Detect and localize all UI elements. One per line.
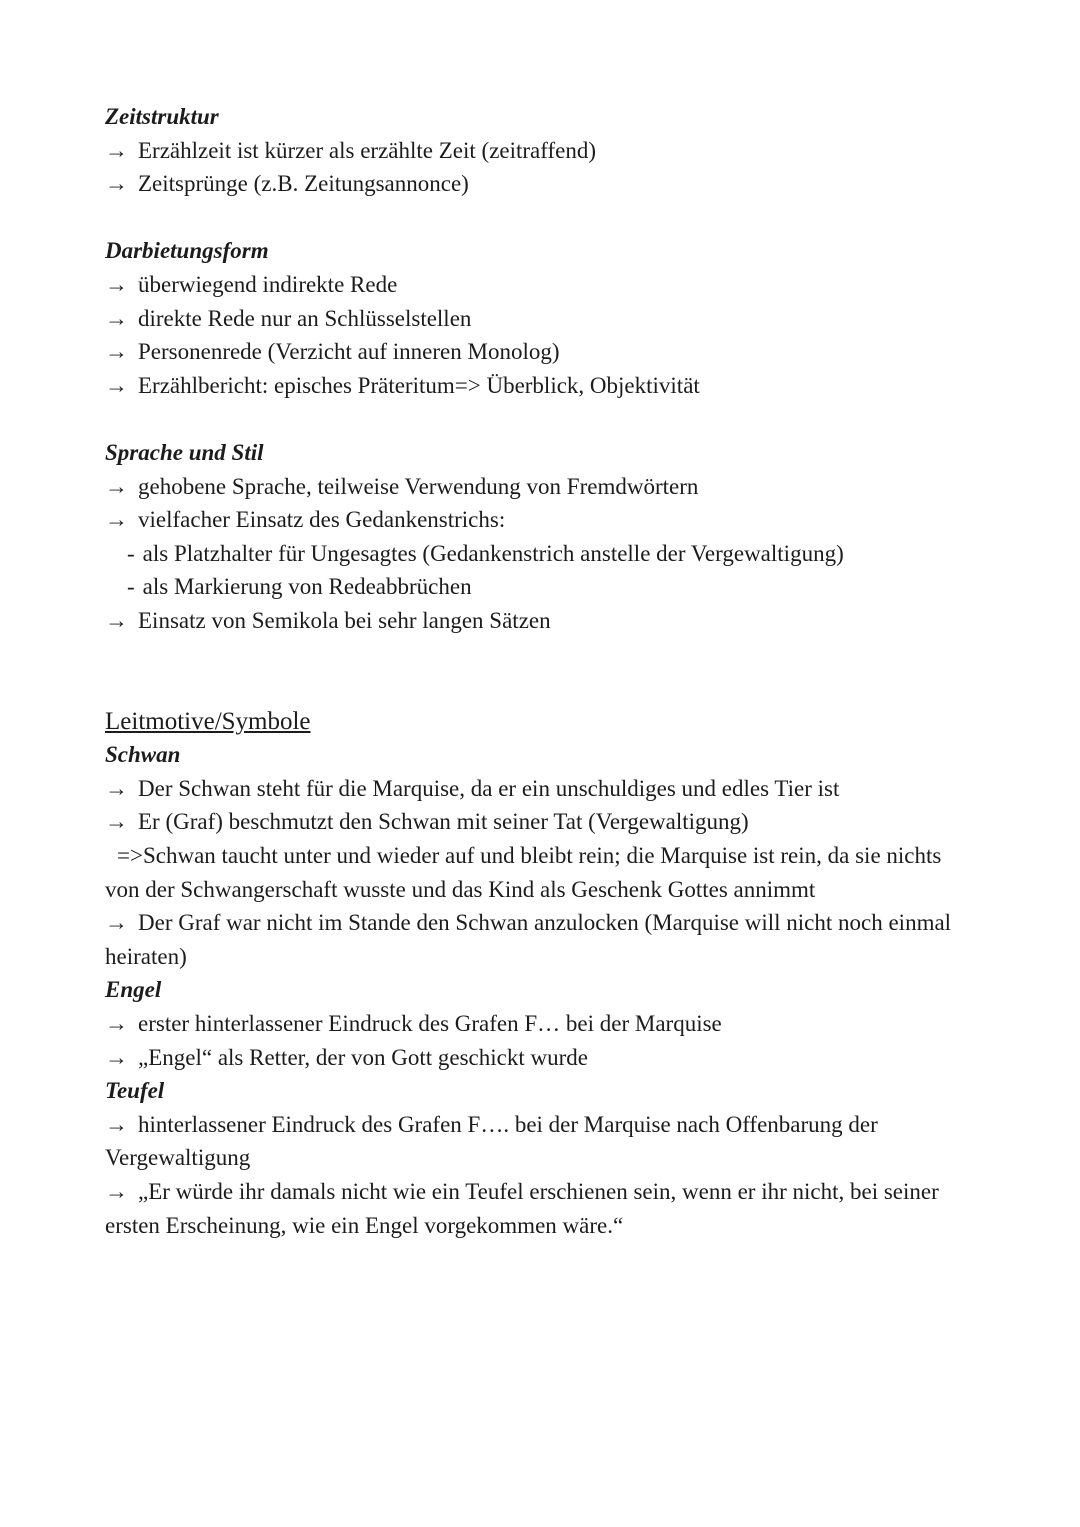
list-item-text: Der Schwan steht für die Marquise, da er ein unschuldiges und edles Tier ist [138,775,840,801]
list-item [105,906,965,973]
list-item [105,1175,965,1242]
list-item [105,503,965,537]
list-item-text: „Er würde ihr damals nicht wie ein Teufel erschienen sein, wenn er ihr nicht, bei seiner ersten Erscheinung, wie ein Engel vorgekommen wäre.“ [105,1179,939,1238]
section-heading: Teufel [105,1078,165,1104]
section-heading: Zeitstruktur [105,104,219,129]
section-heading: Engel [105,977,162,1003]
arrow-marker: → [105,607,128,633]
list-item [105,335,965,369]
list-item-text: Zeitsprünge (z.B. Zeitungsannonce) [138,171,469,197]
arrow-marker: → [105,1111,128,1137]
list-item-text: als Platzhalter für Ungesagtes (Gedankenstrich anstelle der Vergewaltigung) [142,540,844,566]
list-item [105,302,965,336]
list-item [105,470,965,504]
blank-line [105,671,965,705]
list-item-text: als Markierung von Redeabbrüchen [142,574,472,600]
list-item [105,134,965,168]
list-item-text: Schwan taucht unter und wieder auf und bleibt rein; die Marquise ist rein, da sie nichts von der Schwangerschaft wusste und das Kind als Geschenk Gottes annimmt [105,843,942,902]
arrow-marker: → [105,809,128,835]
arrow-marker: → [105,137,128,163]
arrow-marker: → [105,372,128,398]
list-item-text: erster hinterlassener Eindruck des Grafen F… bei der Marquise [138,1011,722,1037]
list-item [105,839,965,906]
blank-line [105,402,965,436]
list-item [105,1007,965,1041]
arrow-marker: → [105,1011,128,1037]
section-heading: Sprache und Stil [105,439,264,465]
list-item-text: hinterlassener Eindruck des Grafen F…. bei der Marquise nach Offenbarung der Vergewaltigung [105,1111,878,1171]
arrow-marker: → [105,775,128,801]
dash-marker: - [127,540,135,566]
list-item-text: direkte Rede nur an Schlüsselstellen [138,305,472,331]
list-item [105,772,965,806]
list-item-text: Erzählzeit ist kürzer als erzählte Zeit (zeitraffend) [138,137,597,163]
arrow-marker: → [105,507,128,533]
list-item [105,1108,965,1175]
list-item-text: Er (Graf) beschmutzt den Schwan mit seiner Tat (Vergewaltigung) [138,809,749,835]
list-item [105,805,965,839]
arrow-marker: → [105,271,128,297]
section-title-underlined: Leitmotive/Symbole [105,707,311,735]
list-item-text: „Engel“ als Retter, der von Gott geschickt wurde [138,1044,588,1070]
list-item [105,604,965,638]
dash-marker: - [127,574,135,600]
list-item-text: vielfacher Einsatz des Gedankenstrichs: [138,507,506,533]
list-item-text: überwiegend indirekte Rede [138,271,398,297]
arrow-marker: → [105,305,128,331]
arrow-marker: → [105,473,128,499]
list-item-text: Einsatz von Semikola bei sehr langen Sätzen [138,607,551,633]
document-content [105,100,965,1242]
list-item [105,268,965,302]
list-item [105,167,965,201]
list-item [105,570,965,604]
list-item-text: gehobene Sprache, teilweise Verwendung von Fremdwörtern [138,473,699,499]
double-arrow-marker: => [117,843,143,869]
list-item-text: Personenrede (Verzicht auf inneren Monolog) [138,339,560,365]
section-heading: Darbietungsform [105,238,269,264]
blank-line [105,638,965,672]
list-item [105,369,965,403]
section-heading: Schwan [105,742,181,768]
list-item [105,537,965,571]
arrow-marker: → [105,1044,128,1070]
arrow-marker: → [105,339,128,365]
arrow-marker: → [105,171,128,197]
blank-line [105,201,965,235]
list-item-text: Der Graf war nicht im Stande den Schwan anzulocken (Marquise will nicht noch einmal heiraten) [105,910,952,969]
arrow-marker: → [105,1179,128,1204]
arrow-marker: → [105,910,128,936]
list-item-text: Erzählbericht: episches Präteritum=> Überblick, Objektivität [138,372,700,398]
list-item [105,1041,965,1075]
